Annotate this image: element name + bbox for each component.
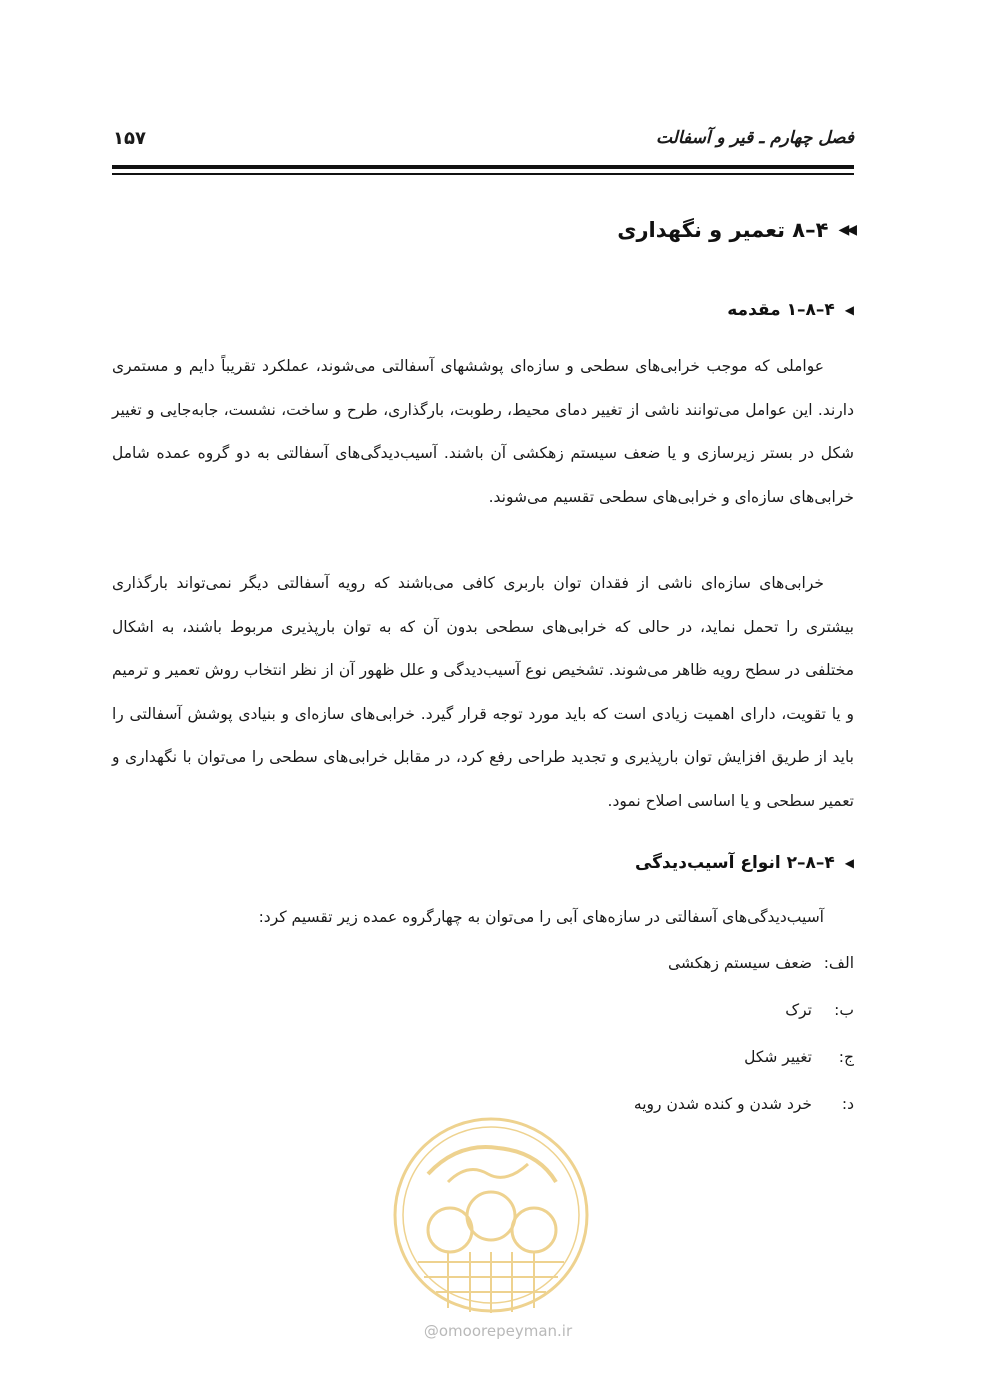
section-heading <box>617 218 854 242</box>
list-item <box>634 1034 854 1081</box>
list-item <box>634 987 854 1034</box>
paragraph-damage-groups: آسیب‌دیدگی‌های آسفالتی در سازه‌های آبی را می‌توان به چهارگروه عمده زیر تقسیم کرد: <box>258 908 824 926</box>
header-rule-thin <box>112 173 854 175</box>
subsection-title: ۴–۸–۱ مقدمه <box>727 300 835 320</box>
paragraph-intro: عواملی که موجب خرابی‌های سطحی و سازه‌ای پوششهای آسفالتی می‌شوند، عملکرد تقریباً دایم و مستمری دارند. این عوامل می‌توانند ناشی از تغییر دمای محیط، رطوبت، بارگذاری، طرح و ساخت، نشست، جابه‌جایی و تغییر شکل در بستر زیرسازی و یا ضعف سیستم زهکشی آن باشند. آسیب‌دیدگی‌های آسفالتی به دو گروه عمده شامل خرابی‌های سازه‌ای و خرابی‌های سطحی تقسیم می‌شوند. <box>112 357 854 506</box>
list-item-text: خرد شدن و کنده شدن رویه <box>633 1095 812 1113</box>
list-marker: ج: <box>838 1048 854 1066</box>
list-item-text: تغییر شکل <box>744 1048 812 1066</box>
list-marker: د: <box>841 1095 854 1113</box>
header-rule <box>112 165 854 169</box>
page-number: ۱۵۷ <box>113 128 146 149</box>
subsection-heading-intro <box>727 300 854 320</box>
subsection-title: ۴–۸–۲ انواع آسیب‌دیدگی <box>634 853 835 873</box>
list-marker: ب: <box>834 1001 854 1019</box>
list-item-text: ضعف سیستم زهکشی <box>668 954 812 972</box>
subsection-heading-damage-types <box>635 853 854 873</box>
list-item <box>634 940 854 987</box>
section-title: ۴–۸ تعمیر و نگهداری <box>617 218 829 242</box>
list-marker: الف: <box>823 954 854 972</box>
arrow-bullet-icon: ◀ <box>844 856 854 870</box>
paragraph-structural-damage: خرابی‌های سازه‌ای ناشی از فقدان توان باربری کافی می‌باشند که رویه آسفالتی دیگر نمی‌تواند بارگذاری بیشتری را تحمل نماید، در حالی که خرابی‌های سطحی بدون آن که به توان بارپذیری مربوط باشند، به اشکال مختلفی در سطح رویه ظاهر می‌شوند. تشخیص نوع آسیب‌دیدگی و علل ظهور آن از نظر انتخاب روش تعمیر و ترمیم و یا تقویت، دارای اهمیت زیادی است که باید مورد توجه قرار گیرد. خرابی‌های سازه‌ای و بنیادی پوشش آسفالتی را باید از طریق افزایش توان بارپذیری و تجدید طراحی رفع کرد، در مقابل خرابی‌های سطحی را می‌توان با نگهداری و تعمیر سطحی و یا اساسی اصلاح نمود. <box>112 574 854 810</box>
watermark-domain: @omoorepeyman.ir <box>423 1322 573 1340</box>
watermark-logo-icon <box>388 1112 594 1318</box>
damage-types-list <box>634 940 854 1128</box>
double-arrow-bullet-icon: ◀◀ <box>838 222 854 238</box>
arrow-bullet-icon: ◀ <box>844 303 854 317</box>
running-title: فصل چهارم ـ قیر و آسفالت <box>655 128 854 148</box>
list-item <box>634 1081 854 1128</box>
list-item-text: ترک <box>785 1001 812 1019</box>
